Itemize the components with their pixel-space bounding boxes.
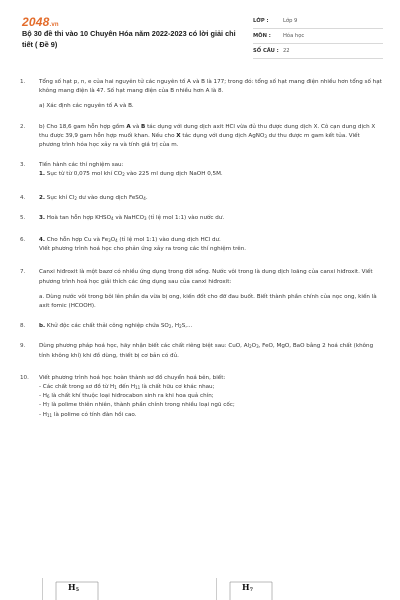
subscript: 3 — [143, 215, 147, 221]
subscript: 2 — [74, 195, 77, 201]
bold-label: B — [141, 123, 146, 130]
question-text: Tiến hành các thí nghiệm sau: 1. Sục từ từ 0,075 mol khí $CO_2$ vào 225 ml dung dịch NaOH 0,5M. — [39, 162, 223, 178]
question-text: b. Khử độc các chất thải công nghiệp chứa $SO_2$, $H_2S$,... — [39, 323, 193, 330]
subscript: 4 — [143, 195, 146, 201]
conversion-diagram — [20, 574, 382, 600]
subscript: 2 — [168, 324, 172, 330]
site-logo[interactable] — [22, 15, 59, 29]
subscript: 4 — [115, 238, 118, 244]
question-number: 4. — [20, 194, 26, 201]
bold-label: b. — [39, 323, 46, 330]
subscript: 11 — [135, 385, 141, 391]
subscript: 2 — [179, 324, 182, 330]
subscript: 2 — [122, 172, 125, 178]
diagram-label-h7: $H_7$ — [242, 582, 254, 593]
question-text: Tổng số hạt p, n, e của hai nguyên tử các nguyên tố A và B là 177; trong đó: tổng số hạt mang điện nhiều hơn tổng số hạt không mang điện là 47. Số hạt mang điện của B nhiều hơn A là 8. a) Xác định các nguyên tố A và B. — [39, 78, 382, 112]
question-item — [20, 374, 382, 420]
bold-label: 2. — [39, 194, 46, 201]
bold-label: 3. — [39, 214, 46, 221]
bold-label: X — [176, 132, 181, 139]
question-text: Viết phương trình hoá học hoàn thành sơ đồ chuyển hoá bên, biết: - Các chất trong sơ đồ từ $H_1$ đến $H_{11}$ là chất hữu cơ khác nhau; - $H_6$ là chất khí thuộc loại hiđrocabon sinh ra khi hoa quả chín; - $H_7$ là polime thiên nhiên, thành phần chính trong nhiều loại ngũ cốc; - $H_{11}$ là polime có tính đàn hồi cao. — [39, 374, 235, 418]
subscript: 11 — [47, 412, 53, 418]
meta-label: MÔN : — [253, 33, 271, 39]
meta-table — [253, 14, 383, 59]
question-list — [20, 78, 382, 420]
subscript: 2 — [249, 344, 252, 350]
question-number: 10. — [20, 374, 29, 381]
logo-text: 2048 — [22, 15, 50, 29]
question-text: Canxi hiđroxit là một bazơ có nhiều ứng dụng trong đời sống. Nước vôi trong là dung dịch loãng của canxi hiđroxit. Viết phương trình hoá học giải thích các ứng dụng sau của canxi hiđroxit: a. Dùng nước vôi trong bôi lên phần da vừa bị ong, kiến đốt cho đỡ đau buốt. Biết thành phần chính của nọc ong, kiến là axit fomic (HCOOH). — [39, 268, 382, 311]
question-text: 2. Sục khí $Cl_2$ dư vào dung dịch FeSO$_4$. — [39, 194, 148, 201]
meta-label: LỚP : — [253, 18, 269, 24]
question-item — [20, 123, 382, 151]
subscript: 7 — [47, 403, 50, 409]
meta-row-class — [253, 14, 383, 29]
question-number: 1. — [20, 79, 26, 85]
diagram-box-h5 — [42, 574, 102, 600]
subscript: 6 — [47, 394, 50, 400]
bold-label: A — [126, 123, 131, 130]
document-header — [0, 0, 400, 62]
bold-label: 4. — [39, 237, 46, 244]
question-item — [20, 161, 382, 179]
question-item — [20, 78, 382, 112]
question-number: 5. — [20, 214, 26, 221]
subscript: 3 — [108, 238, 111, 244]
question-number: 2. — [20, 123, 26, 130]
question-item — [20, 236, 382, 254]
meta-value: Lớp 9 — [283, 18, 298, 24]
subscript: 3 — [264, 133, 267, 139]
subscript: 3 — [256, 344, 259, 350]
question-number: 3. — [20, 162, 26, 169]
question-number: 7. — [20, 269, 26, 276]
question-item — [20, 194, 382, 203]
diagram-box-h7 — [216, 574, 276, 600]
question-subpart: a. Dùng nước vôi trong bôi lên phần da vừa bị ong, kiến đốt cho đỡ đau buốt. Biết thành phần chính của nọc ong, kiến là axit fomic (HCOOH). — [39, 293, 377, 310]
logo-tld: .vn — [49, 22, 59, 28]
subscript: 4 — [111, 215, 114, 221]
meta-row-subject — [253, 29, 383, 44]
question-number: 9. — [20, 343, 26, 350]
document-title: Bộ 30 đề thi vào 10 Chuyên Hóa năm 2022-2023 có lời giải chi tiết ( Đề 9) — [22, 29, 236, 49]
meta-label: SỐ CÂU : — [253, 48, 279, 54]
meta-row-count — [253, 44, 383, 59]
question-text: 3. Hoà tan hỗn hợp $KHSO_4$ và NaHCO$_3$ (tỉ lệ mol 1:1) vào nước dư. — [39, 214, 225, 221]
question-number: 6. — [20, 237, 26, 244]
meta-value: 22 — [283, 48, 290, 54]
meta-value: Hóa học — [283, 33, 305, 39]
diagram-label-h5: $H_5$ — [68, 582, 80, 593]
question-number: 8. — [20, 323, 26, 330]
question-item — [20, 214, 382, 223]
bold-label: 1. — [39, 171, 46, 178]
question-item — [20, 268, 382, 311]
question-text: Dùng phương pháp hoá học, hãy nhận biết các chất riêng biệt sau: CuO, $Al_2O_3$, FeO, MgO, BaO bằng 2 hoá chất (không tính không khí) khi đồ dùng, thiết bị cơ bản có đủ. — [39, 343, 374, 359]
question-item — [20, 342, 382, 360]
question-item — [20, 322, 382, 331]
question-subpart: a) Xác định các nguyên tố A và B. — [39, 103, 134, 110]
subscript: 1 — [114, 385, 117, 391]
question-text: 4. Cho hỗn hợp Cu và $Fe_3O_4$ (tỉ lệ mol 1:1) vào dung dịch HCl dư. Viết phương trình hoá học cho phản ứng xảy ra trong các thí nghiệm trên. — [39, 237, 247, 253]
question-text: b) Cho 18,6 gam hỗn hợp gồm A và B tác dụng với dung dịch axit HCl vừa đủ thu được dung dịch X. Cô cạn dung dịch X thu được 39,9 gam hỗn hợp muối khan. Nếu cho X tác dụng với dung dịch AgNO$_3$ dư thu được m gam kết tủa. Viết phương trình hóa học xảy ra và tính giá trị của m. — [39, 123, 376, 149]
